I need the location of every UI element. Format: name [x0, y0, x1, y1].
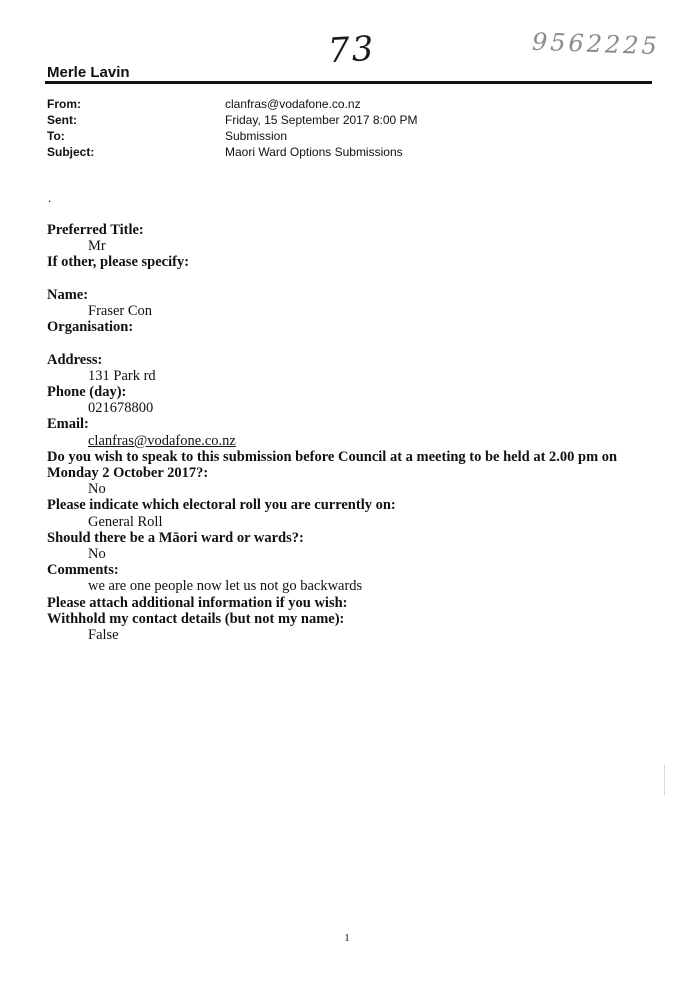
preferred-title-question: Preferred Title:: [47, 222, 144, 238]
stray-mark: .: [48, 191, 52, 205]
handwritten-reference-number: 9562225: [531, 27, 661, 61]
phone-question: Phone (day):: [47, 384, 127, 400]
email-answer: [47, 433, 657, 449]
header-divider: [45, 81, 652, 84]
address-question: Address:: [47, 351, 103, 368]
comments-question: Comments:: [47, 562, 119, 579]
address-answer: 131 Park rd: [88, 367, 156, 384]
email-to-row: [47, 128, 647, 144]
name-answer: Fraser Con: [88, 303, 153, 319]
speak-answer: No: [88, 481, 106, 498]
electoral-roll-question: Please indicate which electoral roll you are currently on:: [47, 497, 396, 514]
maori-ward-question: Should there be a Māori ward or wards?:: [47, 529, 304, 546]
from-label: From:: [47, 97, 81, 111]
withhold-answer: False: [88, 627, 119, 644]
email-from-row: [47, 96, 647, 112]
other-title-question: If other, please specify:: [47, 254, 190, 271]
to-label: To:: [47, 129, 65, 143]
email-subject-row: [47, 144, 647, 160]
to-value: Submission: [225, 129, 288, 143]
organisation-question: Organisation:: [47, 319, 134, 336]
email-question: Email:: [47, 416, 89, 433]
speak-question: Do you wish to speak to this submission before Council at a meeting to be held at 2.00 pm on Monday 2 October 2017?:: [47, 448, 618, 482]
name-question: Name:: [47, 286, 89, 303]
email-sent-row: [47, 112, 647, 128]
preferred-title-answer: Mr: [88, 238, 106, 255]
sent-value: Friday, 15 September 2017 8:00 PM: [225, 113, 418, 127]
sender-name-header: Merle Lavin: [47, 64, 130, 81]
submission-form: [47, 222, 657, 643]
electoral-roll-answer: General Roll: [88, 513, 163, 530]
page-number: 1: [344, 932, 350, 944]
spacer: [47, 335, 657, 351]
subject-label: Subject:: [47, 145, 95, 159]
email-link[interactable]: clanfras@vodafone.co.nz: [88, 432, 236, 449]
withhold-question: Withhold my contact details (but not my name):: [47, 610, 345, 627]
scan-artifact: [664, 765, 665, 795]
phone-answer: 021678800: [88, 400, 154, 417]
from-value: clanfras@vodafone.co.nz: [225, 97, 361, 111]
subject-value: Maori Ward Options Submissions: [225, 145, 403, 159]
sent-label: Sent:: [47, 113, 77, 127]
maori-ward-answer: No: [88, 546, 106, 563]
email-header-block: [47, 96, 647, 160]
handwritten-number: 73: [326, 28, 377, 72]
attach-question: Please attach additional information if you wish:: [47, 594, 348, 611]
spacer: [47, 271, 657, 287]
comments-answer: we are one people now let us not go backwards: [88, 578, 363, 595]
